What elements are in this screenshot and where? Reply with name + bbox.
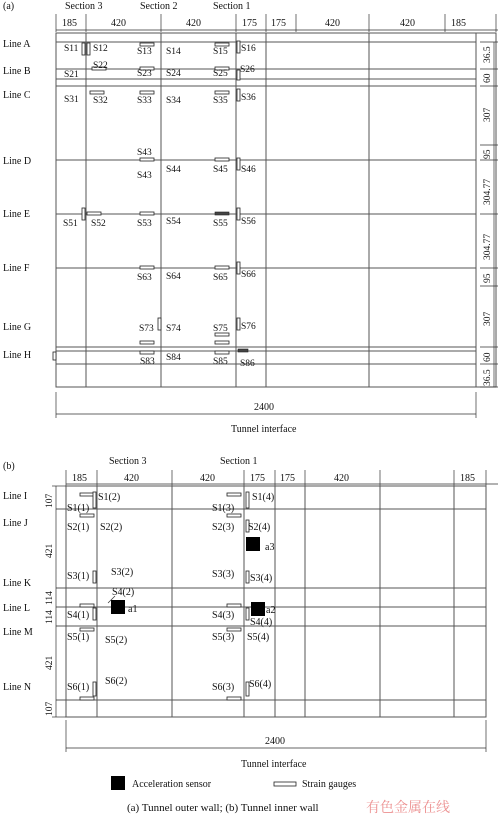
col-dim: 185 bbox=[460, 473, 475, 484]
row-dim: 114 bbox=[45, 591, 55, 605]
gauge-label: S73 bbox=[139, 324, 154, 334]
figure-caption: (a) Tunnel outer wall; (b) Tunnel inner wall bbox=[127, 802, 319, 814]
gauge-label: S75 bbox=[213, 324, 228, 334]
row-dimensions-a bbox=[480, 42, 498, 387]
col-dim: 420 bbox=[334, 473, 349, 484]
row-dimensions-b bbox=[45, 486, 66, 717]
row-dim: 36.5 bbox=[483, 369, 493, 386]
gauge-label: S21 bbox=[64, 70, 79, 80]
gauge-label: S6(4) bbox=[249, 679, 272, 690]
gauge-label: S5(1) bbox=[67, 632, 90, 643]
tunnel-interface-caption: Tunnel interface bbox=[231, 424, 297, 435]
gauge-label: S3(1) bbox=[67, 571, 90, 582]
gauge-label: S2(3) bbox=[212, 522, 235, 533]
acceleration-sensor-a2 bbox=[251, 602, 265, 616]
gauge-label: S6(3) bbox=[212, 682, 235, 693]
line-k-label: Line K bbox=[3, 578, 32, 589]
gauge-label: S11 bbox=[64, 44, 79, 54]
line-m-label: Line M bbox=[3, 627, 33, 638]
gauge-label: S76 bbox=[241, 322, 256, 332]
gauge-label: S44 bbox=[166, 165, 181, 175]
gauge-label: S66 bbox=[241, 270, 256, 280]
total-width-b bbox=[66, 720, 486, 770]
panel-a bbox=[3, 1, 498, 435]
sensor-label: a1 bbox=[128, 604, 138, 615]
gauge-label: S54 bbox=[166, 217, 181, 227]
gauge-label: S74 bbox=[166, 324, 181, 334]
line-g-label: Line G bbox=[3, 322, 32, 333]
column-dimensions-b bbox=[66, 470, 498, 486]
gauge-label: S4(1) bbox=[67, 610, 90, 621]
gauge-label: S14 bbox=[166, 47, 181, 57]
gauge-label: S4(3) bbox=[212, 610, 235, 621]
row-dim: 304.77 bbox=[483, 233, 493, 260]
gauge-label: S6(1) bbox=[67, 682, 90, 693]
line-j-label: Line J bbox=[3, 518, 28, 529]
gauge-label: S25 bbox=[213, 69, 228, 79]
row-dim: 107 bbox=[45, 701, 55, 716]
section-2-label: Section 2 bbox=[140, 1, 178, 12]
sensor-label: a3 bbox=[265, 542, 275, 553]
col-dim: 420 bbox=[111, 18, 126, 29]
panel-b-label: (b) bbox=[3, 461, 15, 472]
line-a-label: Line A bbox=[3, 39, 31, 50]
panel-b bbox=[3, 456, 498, 770]
gauge-label: S32 bbox=[93, 96, 108, 106]
gauge-label: S56 bbox=[241, 217, 256, 227]
total-width-value: 2400 bbox=[265, 736, 285, 747]
col-dim: 420 bbox=[325, 18, 340, 29]
gauge-label: S84 bbox=[166, 353, 181, 363]
total-width-value: 2400 bbox=[254, 402, 274, 413]
total-width-a bbox=[56, 392, 476, 435]
gauge-label: S52 bbox=[91, 219, 106, 229]
gauge-label: S5(2) bbox=[105, 635, 128, 646]
gauge-label: S46 bbox=[241, 165, 256, 175]
gauge-label: S34 bbox=[166, 96, 181, 106]
acceleration-sensor-swatch bbox=[111, 776, 125, 790]
gauge-label: S86 bbox=[240, 359, 255, 369]
strain-gauge-swatch bbox=[274, 782, 296, 786]
line-b-label: Line B bbox=[3, 66, 31, 77]
col-dim: 420 bbox=[200, 473, 215, 484]
strain-gauges-a bbox=[53, 41, 248, 360]
acceleration-sensor-a1 bbox=[111, 600, 125, 614]
grid-a bbox=[56, 33, 496, 387]
gauge-label: S1(3) bbox=[212, 503, 235, 514]
section-3-label: Section 3 bbox=[65, 1, 103, 12]
gauge-label: S43 bbox=[137, 171, 152, 181]
col-dim: 420 bbox=[400, 18, 415, 29]
panel-a-label: (a) bbox=[3, 1, 15, 12]
col-dim: 420 bbox=[186, 18, 201, 29]
gauge-label: S36 bbox=[241, 93, 256, 103]
section-1-label: Section 1 bbox=[213, 1, 251, 12]
gauge-label: S2(4) bbox=[248, 522, 271, 533]
row-dim: 114 bbox=[45, 610, 55, 624]
row-dim: 107 bbox=[45, 493, 55, 508]
watermark: 有色金属在线 bbox=[366, 800, 450, 816]
legend-strain-label: Strain gauges bbox=[302, 779, 357, 790]
col-dim: 185 bbox=[451, 18, 466, 29]
gauge-label: S5(4) bbox=[247, 632, 270, 643]
gauge-label: S35 bbox=[213, 96, 228, 106]
section-1-label: Section 1 bbox=[220, 456, 258, 467]
line-d-label: Line D bbox=[3, 156, 32, 167]
col-dim: 175 bbox=[242, 18, 257, 29]
gauge-label: S1(1) bbox=[67, 503, 90, 514]
gauge-label: S13 bbox=[137, 47, 152, 57]
row-dim: 421 bbox=[45, 655, 55, 670]
gauge-label: S6(2) bbox=[105, 676, 128, 687]
row-dim: 307 bbox=[483, 107, 493, 122]
gauge-label: S3(2) bbox=[111, 567, 134, 578]
gauge-label: S51 bbox=[63, 219, 78, 229]
gauge-label: S85 bbox=[213, 357, 228, 367]
gauge-label: S64 bbox=[166, 272, 181, 282]
gauge-label: S12 bbox=[93, 44, 108, 54]
gauge-label: S53 bbox=[137, 219, 152, 229]
col-dim: 420 bbox=[124, 473, 139, 484]
legend bbox=[111, 776, 356, 790]
row-dim: 60 bbox=[483, 73, 493, 83]
line-c-label: Line C bbox=[3, 90, 31, 101]
gauge-label: S1(4) bbox=[252, 492, 275, 503]
sensor-label: a2 bbox=[266, 605, 276, 616]
row-dim: 307 bbox=[483, 311, 493, 326]
line-f-label: Line F bbox=[3, 263, 30, 274]
gauge-label: S4(4) bbox=[250, 617, 273, 628]
line-l-label: Line L bbox=[3, 603, 30, 614]
gauge-label: S22 bbox=[93, 61, 108, 71]
row-dim: 60 bbox=[483, 352, 493, 362]
acceleration-sensor-a3 bbox=[246, 537, 260, 551]
row-dim: 95 bbox=[483, 273, 493, 283]
gauge-label: S31 bbox=[64, 95, 79, 105]
gauge-label: S3(4) bbox=[250, 573, 273, 584]
gauge-label: S65 bbox=[213, 273, 228, 283]
gauge-label: S1(2) bbox=[98, 492, 121, 503]
gauge-label: S55 bbox=[213, 219, 228, 229]
legend-acceleration-label: Acceleration sensor bbox=[132, 779, 212, 790]
column-dimensions-a bbox=[56, 14, 498, 32]
gauge-label: S45 bbox=[213, 165, 228, 175]
gauge-label: S2(2) bbox=[100, 522, 123, 533]
gauge-label: S4(2) bbox=[112, 587, 135, 598]
line-n-label: Line N bbox=[3, 682, 32, 693]
col-dim: 185 bbox=[72, 473, 87, 484]
gauge-label: S24 bbox=[166, 69, 181, 79]
gauge-label: S15 bbox=[213, 47, 228, 57]
gauge-label: S33 bbox=[137, 96, 152, 106]
line-e-label: Line E bbox=[3, 209, 30, 220]
col-dim: 175 bbox=[250, 473, 265, 484]
col-dim: 185 bbox=[62, 18, 77, 29]
gauge-label: S3(3) bbox=[212, 569, 235, 580]
row-dim: 421 bbox=[45, 543, 55, 558]
col-dim: 175 bbox=[280, 473, 295, 484]
gauge-label: S83 bbox=[140, 357, 155, 367]
line-h-label: Line H bbox=[3, 350, 32, 361]
line-i-label: Line I bbox=[3, 491, 28, 502]
gauge-label: S43 bbox=[137, 148, 152, 158]
col-dim: 175 bbox=[271, 18, 286, 29]
row-dim: 304.77 bbox=[483, 178, 493, 205]
gauge-label: S5(3) bbox=[212, 632, 235, 643]
gauge-label: S26 bbox=[240, 65, 255, 75]
gauge-label: S2(1) bbox=[67, 522, 90, 533]
tunnel-interface-caption: Tunnel interface bbox=[241, 759, 307, 770]
gauge-label: S63 bbox=[137, 273, 152, 283]
section-3-label: Section 3 bbox=[109, 456, 147, 467]
row-dim: 36.5 bbox=[483, 46, 493, 63]
gauge-label: S23 bbox=[137, 69, 152, 79]
gauge-label: S16 bbox=[241, 44, 256, 54]
row-dim: 95 bbox=[483, 149, 493, 159]
